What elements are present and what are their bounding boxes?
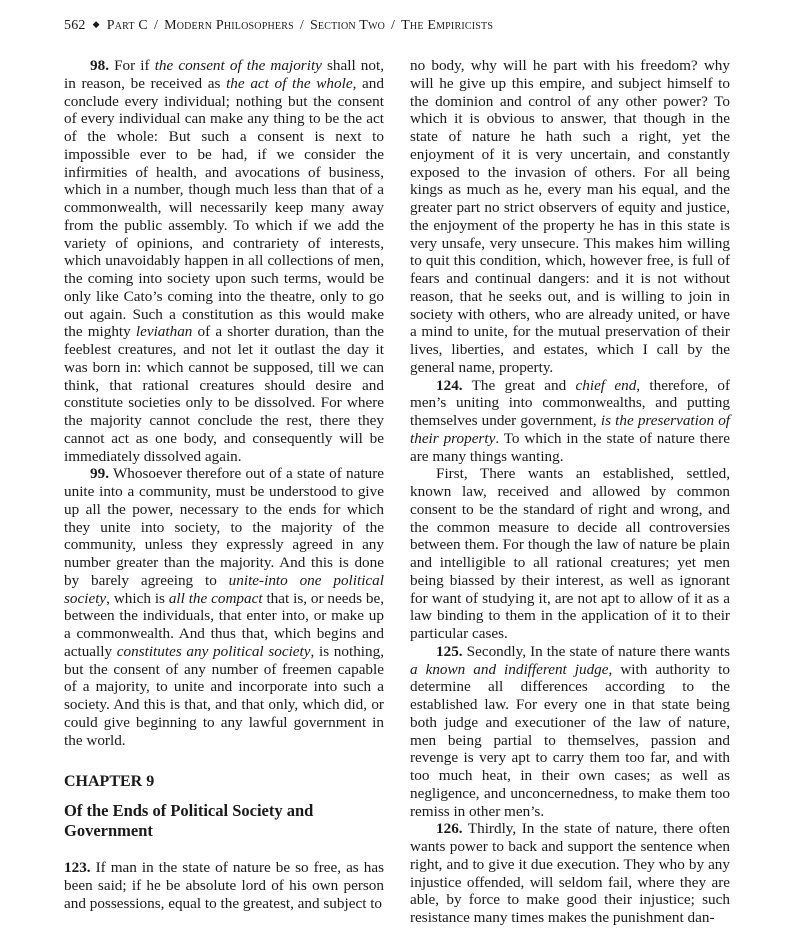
paragraph-123: 123. If man in the state of nature be so free, as has been said; if he be absolute lord of his own person and possessions, equal to the greatest, and subject to	[64, 859, 384, 912]
paragraph-126: 126. Thirdly, In the state of nature, there often wants power to back and support the sentence when right, and to give it due execution. They who by any injustice offended, will seldom fail, where they are able, by force to make good their injustice; such resistance many times makes the punishment dan-	[410, 820, 730, 926]
paragraph-125: 125. Secondly, In the state of nature there wants a known and indifferent judge, with authority to determine all differences according to the established law. For every one in that state being both judge and executioner of the law of nature, men being partial to themselves, passion and revenge is very apt to carry them too far, and with too much heat, in their own cases; as well as negligence, and unconcernedness, to make them too remiss in other men’s.	[410, 642, 730, 820]
page-number: 562	[64, 18, 86, 33]
left-column	[64, 57, 384, 912]
section-number: 98.	[90, 57, 109, 74]
right-column	[410, 57, 730, 927]
section-number: 125.	[436, 642, 463, 660]
chapter-title: Of the Ends of Political Society and Government	[64, 801, 314, 840]
section-number: 123.	[64, 859, 91, 876]
paragraph-124: 124. The great and chief end, therefore, of men’s uniting into commonwealths, and putting themselves under government, is the preservation of their property. To which in the state of nature there are many things wanting.	[410, 376, 731, 465]
section-number: 99.	[90, 465, 109, 483]
paragraph-98: 98. For if the consent of the majority shall not, in reason, be received as the act of the whole, and conclude every individual; nothing but the consent of every individual can make any thing to be the act of the whole: But such a consent is next to impossible ever to be had, if we consider the infirmities of health, and avocations of business, which in a number, though much less than that of a commonwealth, will necessarily keep many away from the public assembly. To which if we add the variety of opinions, and contrariety of interests, which unavoidably happen in all collections of men, the coming into society upon such terms, would be only like Cato’s coming into the theatre, only to go out again. Such a constitution as this would make the mighty leviathan of a shorter duration, than the feeblest creatures, and not let it outlast the day it was born in: which cannot be supposed, till we can think, that rational creatures should desire and constitute societies only to be dissolved. For where the majority cannot conclude the rest, there they cannot act as one body, and consequently will be immediately dissolved again.	[64, 57, 385, 465]
slash-separator: /	[299, 18, 304, 33]
section-number: 126.	[436, 820, 463, 838]
chapter-label: CHAPTER 9	[64, 773, 155, 791]
slash-separator: /	[391, 18, 396, 33]
paragraph-first: First, There wants an established, settled, known law, received and allowed by common consent to be the standard of right and wrong, and the common measure to decide all controversies between them. For though the law of nature be plain and intelligible to all rational creatures; yet men being biassed by their interest, as well as ignorant for want of studying it, are not apt to allow of it as a law binding to them in the application of it to their particular cases.	[410, 465, 730, 642]
slash-separator: /	[153, 18, 159, 33]
chapter-group-label: The Empiricists	[401, 18, 494, 33]
paragraph-123-continued: no body, why will he part with his freedom? why will he give up this empire, and subject himself to the dominion and control of any other power? To which it is obvious to answer, that though in the state of nature he hath such a right, yet the enjoyment of it is very uncertain, and constantly exposed to the invasion of others. For all being kings as much as he, every man his equal, and the greater part no strict observers of equity and justice, the enjoyment of the property he has in this state is very unsafe, very unsecure. This makes him willing to quit this condition, which, however free, is full of fears and continual dangers: and it is not without reason, that he seeks out, and is willing to join in society with others, who are already united, or have a mind to unite, for the mutual preservation of their lives, liberties, and estates, which I call by the general name, property.	[410, 57, 730, 376]
paragraph-99: 99. Whosoever therefore out of a state of nature unite into a community, must be understood to give up all the power, necessary to the ends for which they unite into society, to the majority of the community, unless they expressly agreed in any number greater than the majority. And this is done by barely agreeing to unite-into one political society, which is all the compact that is, or needs be, between the individuals, that enter into, or make up a commonwealth. And thus that, which begins and actually constitutes any political society, is nothing, but the consent of any number of freemen capable of a majority, to unite and incorporate into such a society. And this is that, and that only, which did, or could give beginning to any lawful government in the world.	[64, 465, 384, 749]
section-label: Modern Philosophers	[164, 18, 294, 33]
part-label: Part C	[106, 18, 148, 33]
subsection-label: Section Two	[309, 18, 386, 33]
diamond-icon: ◆	[92, 19, 100, 29]
section-number: 124.	[436, 376, 463, 394]
running-head	[64, 18, 493, 34]
